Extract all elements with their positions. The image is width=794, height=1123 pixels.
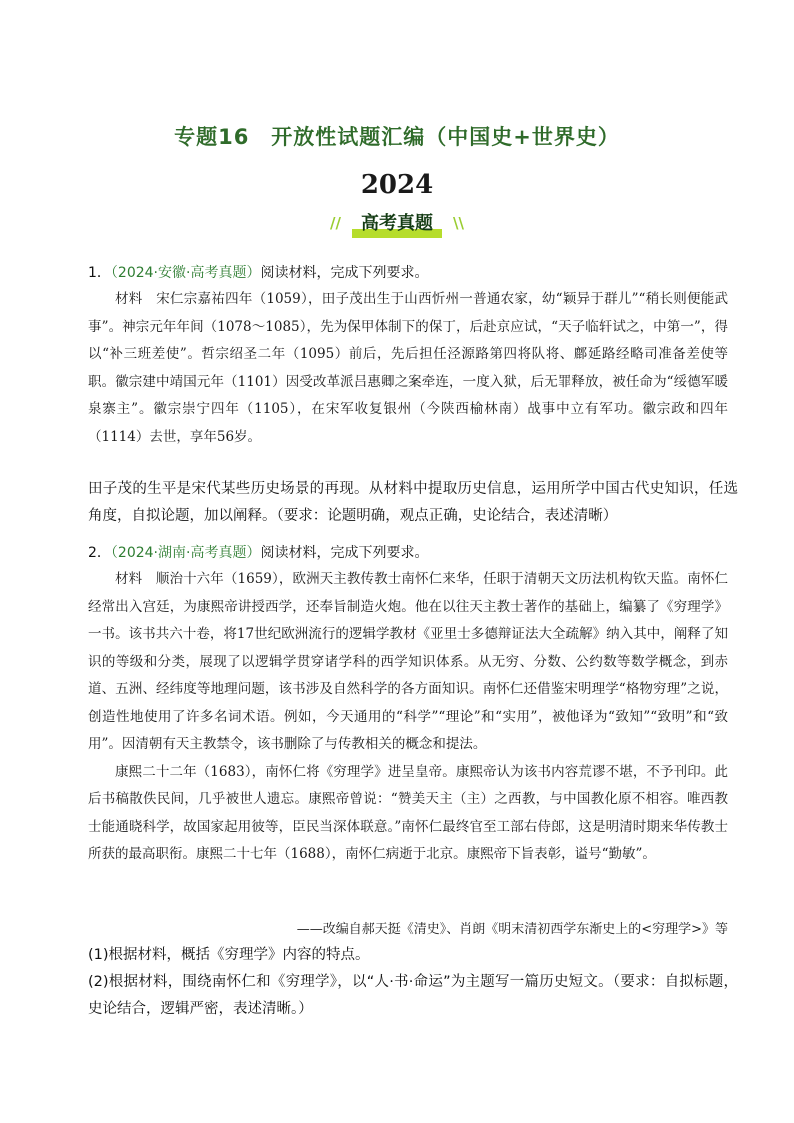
year-heading: 2024: [360, 170, 434, 200]
question-1-header: [88, 262, 428, 282]
banner-label: 高考真题: [361, 213, 433, 234]
question-2-material-paragraph-2: 康熙二十二年（1683），南怀仁将《穷理学》进呈皇帝。康熙帝认为该书内容荒谬不堪，不予刊印。此后书稿散佚民间，几乎被世人遗忘。康熙帝曾说：“赞美天主（主）之西教，与中国教化原不相容。唯西教士能通晓科学，故国家起用彼等，臣民当深体联意。”南怀仁最终官至工部右侍郎，这是明清时期来华传教士所获的最高职衔。康熙二十七年（1688），南怀仁病逝于北京。康熙帝下旨表彰，谥号“勤敏”。: [88, 763, 728, 862]
question-1-material: [88, 286, 728, 451]
question-2-material-paragraph-1: 材料 顺治十六年（1659），欧洲天主教传教士南怀仁来华，任职于清朝天文历法机构钦天监。南怀仁经常出入宫廷，为康熙帝讲授西学，还奉旨制造火炮。他在以往天主教士著作的基础上，编纂了《穷理学》一书。该书共六十卷，将17世纪欧洲流行的逻辑学教材《亚里士多德辩证法大全疏解》纳入其中，阐释了知识的等级和分类，展现了以逻辑学贯穿诸学科的西学知识体系。从无穷、分数、公约数等数学概念，到赤道、五洲、经纬度等地理问题，该书涉及自然科学的各方面知识。南怀仁还借鉴宋明理学“格物穷理”之说，创造性地使用了许多名词术语。例如，今天通用的“科学”“理论”和“实用”，被他译为“致知”“致明”和“致用”。因清朝有天主教禁令，该书删除了与传教相关的概念和提法。: [88, 571, 728, 752]
question-2-requirement-2: (2)根据材料，围绕南怀仁和《穷理学》，以“人·书·命运”为主题写一篇历史短文。（要求：自拟标题，史论结合，逻辑严密，表述清晰。）: [88, 974, 738, 1017]
question-1-material-text: 材料 宋仁宗嘉祐四年（1059），田子茂出生于山西忻州一普通农家，幼“颖异于群儿”“稍长则便能武事”。神宗元年年间（1078～1085），先为保甲体制下的保丁，后赴京应试，“天子临轩试之，中第一”，得以“补三班差使”。哲宗绍圣二年（1095）前后，先后担任泾源路第四将队将、鄜延路经略司准备差使等职。徽宗建中靖国元年（1101）因受改革派吕惠卿之案牵连，一度入狱，后无罪释放，被任命为“绥德军暖泉寨主”。徽宗崇宁四年（1105），在宋军收复银州（今陕西榆林南）战事中立有军功。徽宗政和四年（1114）去世，享年56岁。: [88, 291, 728, 445]
banner-right-decoration: \\: [453, 214, 464, 232]
page-title: 专题16 开放性试题汇编（中国史+世界史）: [174, 125, 620, 149]
question-1-instruction: 阅读材料，完成下列要求。: [260, 265, 429, 281]
banner-left-decoration: //: [330, 214, 341, 232]
question-2-requirement-1: (1)根据材料，概括《穷理学》内容的特点。: [88, 947, 370, 963]
question-2-source: （2024·湖南·高考真题）: [110, 545, 261, 561]
question-2-number: 2．: [88, 545, 111, 561]
section-banner: [330, 208, 464, 238]
question-1-number: 1．: [88, 265, 111, 281]
question-2-requirements: [88, 942, 738, 1023]
question-2-material: [88, 566, 728, 869]
question-2-header: [88, 542, 428, 562]
question-2-citation: ——改编自郝天挺《清史》、肖朗《明末清初西学东渐史上的<穷理学>》等: [296, 922, 728, 937]
question-1-requirement-text: 田子茂的生平是宋代某些历史场景的再现。从材料中提取历史信息，运用所学中国古代史知识，任选角度，自拟论题，加以阐释。（要求：论题明确，观点正确，史论结合，表述清晰）: [88, 481, 738, 524]
question-1-source: （2024·安徽·高考真题）: [110, 265, 261, 281]
question-2-instruction: 阅读材料，完成下列要求。: [260, 545, 429, 561]
banner-highlight: [352, 208, 442, 238]
question-1-requirement: [88, 476, 738, 530]
